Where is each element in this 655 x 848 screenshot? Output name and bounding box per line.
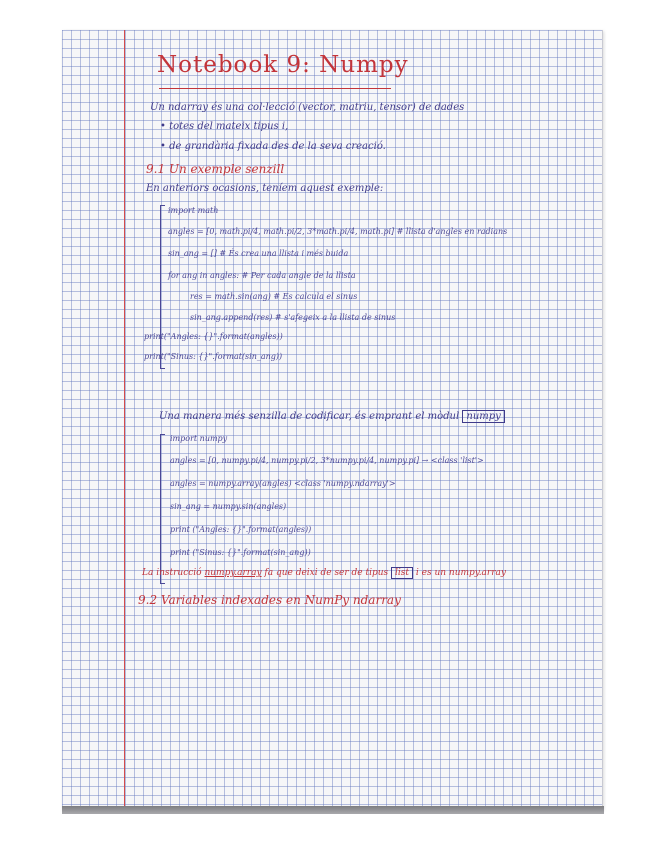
intro-bullet-2: • de grandària fixada des de la seva creació. bbox=[160, 141, 386, 152]
code-line: print ("Angles: {}".format(angles)) bbox=[170, 525, 312, 534]
note-boxed-type: list bbox=[391, 567, 413, 579]
numpy-array-note bbox=[142, 568, 506, 578]
code-line: angles = [0, math.pi/4, math.pi/2, 3*math.pi/4, math.pi] # llista d'angles en radians bbox=[168, 227, 508, 236]
code-line: import numpy bbox=[170, 434, 228, 443]
section-heading-9-1: 9.1 Un exemple senzill bbox=[146, 162, 285, 176]
intro-line: Un ndarray és una col·lecció (vector, matriu, tensor) de dades bbox=[150, 102, 465, 113]
note-suffix: i es un numpy.array bbox=[415, 568, 506, 578]
code-line: print ("Sinus: {}".format(sin_ang)) bbox=[170, 548, 311, 557]
code-line: angles = [0, numpy.pi/4, numpy.pi/2, 3*numpy.pi/4, numpy.pi] → <class 'list'> bbox=[170, 456, 484, 465]
margin-line bbox=[124, 30, 125, 810]
code-line: sin_ang.append(res) # s'afegeix a la llista de sinus bbox=[190, 313, 396, 322]
section-heading-9-2: 9.2 Variables indexades en NumPy ndarray bbox=[138, 593, 401, 607]
code-line: print("Sinus: {}".format(sin_ang)) bbox=[144, 352, 283, 361]
code-line: res = math.sin(ang) # Es calcula el sinus bbox=[190, 292, 358, 301]
code-line: import math bbox=[168, 206, 219, 215]
page-title: Notebook 9: Numpy bbox=[157, 52, 409, 78]
numpy-lead bbox=[159, 411, 505, 422]
note-function: numpy.array bbox=[204, 568, 262, 578]
code-bracket-2 bbox=[160, 434, 165, 584]
note-prefix: La instrucció bbox=[142, 568, 202, 578]
intro-bullet-1: • totes del mateix tipus i, bbox=[160, 121, 289, 132]
notebook-page bbox=[62, 30, 603, 810]
code-line: angles = numpy.array(angles) <class 'numpy.ndarray'> bbox=[170, 479, 396, 488]
code-line: sin_ang = [] # És crea una llista i més buida bbox=[168, 249, 349, 258]
section-1-lead: En anteriors ocasions, teníem aquest exemple: bbox=[146, 183, 384, 194]
code-line: for ang in angles: # Per cada angle de la llista bbox=[168, 271, 356, 280]
numpy-boxed-word: numpy bbox=[462, 410, 504, 423]
title-underline bbox=[159, 88, 391, 89]
code-line: print("Angles: {}".format(angles)) bbox=[144, 332, 283, 341]
note-middle: fa que deixi de ser de tipus bbox=[264, 568, 389, 578]
code-bracket-1 bbox=[160, 205, 165, 369]
numpy-lead-text: Una manera més senzilla de codificar, és emprant el mòdul bbox=[159, 411, 460, 422]
code-line: sin_ang = numpy.sin(angles) bbox=[170, 502, 287, 511]
page-bottom-edge bbox=[62, 806, 604, 814]
